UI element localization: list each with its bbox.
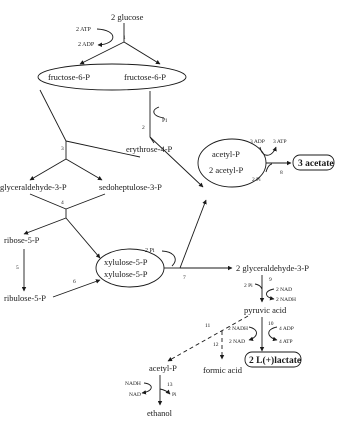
step-4: 4 [61,200,64,206]
cofactor-loop-13-right [160,389,170,394]
cofactor-pi-2: Pi [162,118,168,124]
cofactor-nad-10: 2 NAD [229,339,246,345]
arrow-to-sedoheptulose [66,159,102,180]
metabolite-fructose-6p-right: fructose-6-P [124,72,167,82]
cofactor-atp-1: 2 ATP [76,27,91,33]
cofactor-pi-13: Pi [172,392,177,398]
arrow-step-6 [53,280,100,297]
step-6: 6 [73,279,76,285]
cofactor-nadh-9: 2 NADH [276,297,297,303]
metabolite-ribose-5p: ribose-5-P [4,235,40,245]
metabolite-fructose-6p-left: fructose-6-P [48,72,91,82]
metabolite-glyceraldehyde-3p-left: glyceraldehyde-3-P [0,182,67,192]
line-fructose-to-step-3 [40,90,66,141]
product-lactate: 2 L(+)lactate [249,356,302,366]
line-sedoheptulose-to-step-4 [66,194,105,209]
cofactor-pi-7: 2 Pi [145,248,155,254]
step-2: 2 [142,125,145,131]
metabolite-acetyl-p-bottom: 2 acetyl-P [209,165,244,175]
step-1: 1 [123,35,126,41]
metabolite-formic-acid: formic acid [203,365,242,375]
cofactor-nadh-10: 2 NADH [228,326,249,332]
metabolite-ethanol: ethanol [147,408,173,418]
step-8: 8 [280,170,283,176]
step-13: 13 [167,382,173,388]
arrow-to-fructose-right [124,42,160,64]
arrow-to-acetyl-p-ring [180,200,206,268]
step-3: 3 [61,146,64,152]
cofactor-adp-1: 2 ADP [78,42,95,48]
step-10: 10 [268,321,274,327]
metabolite-pyruvic-acid: pyruvic acid [244,305,287,315]
arrow-to-ribose [24,218,66,234]
cofactor-loop-9-left [255,284,262,289]
cofactor-loop-7 [162,251,175,266]
metabolite-xylulose-5p-top: xylulose-5-P [104,257,148,267]
cofactor-loop-8-top [260,147,276,155]
cofactor-nad-9: 2 NAD [276,287,293,293]
cofactor-pi-9: 2 Pi [244,283,253,289]
cofactor-pi-8: 2 Pi [252,177,261,183]
arrow-to-glyceraldehyde-left [30,159,66,180]
cofactor-loop-9-right [267,289,275,299]
cofactor-nadh-13: NADH [125,381,141,387]
cofactor-loop-13-left [142,383,151,393]
arrow-to-xylulose [66,218,100,258]
cofactor-adp-10: 4 ADP [279,326,294,332]
metabolite-acetyl-p-top: acetyl-P [212,149,240,159]
cofactor-atp-8: 3 ATP [273,139,287,145]
cofactor-nad-13: NAD [129,392,141,398]
metabolite-ribulose-5p: ribulose-5-P [4,293,47,303]
metabolite-erythrose-4p: erythrose-4-P [126,144,173,154]
cofactor-loop-1 [97,29,113,45]
product-acetate: 3 acetate [298,159,334,169]
metabolite-acetyl-p-low: acetyl-P [149,363,177,373]
cofactor-atp-10: 4 ATP [279,339,293,345]
cofactor-adp-8: 3 ADP [250,139,265,145]
metabolite-glyceraldehyde-3p-right: 2 glyceraldehyde-3-P [236,263,309,273]
xylulose-ring [96,249,164,287]
step-5: 5 [16,265,19,271]
step-12: 12 [213,342,219,348]
step-11: 11 [205,323,211,329]
metabolite-xylulose-5p-bottom: xylulose-5-P [104,269,148,279]
cofactor-loop-8-bottom [266,164,272,172]
step-9: 9 [269,277,272,283]
metabolite-sedoheptulose-3p: sedoheptulose-3-P [99,182,162,192]
cofactor-loop-2 [154,107,164,118]
step-7: 7 [183,275,186,281]
cofactor-loop-10-right [269,327,277,340]
metabolite-glucose: 2 glucose [111,12,144,22]
cofactor-loop-10-left [249,327,257,340]
